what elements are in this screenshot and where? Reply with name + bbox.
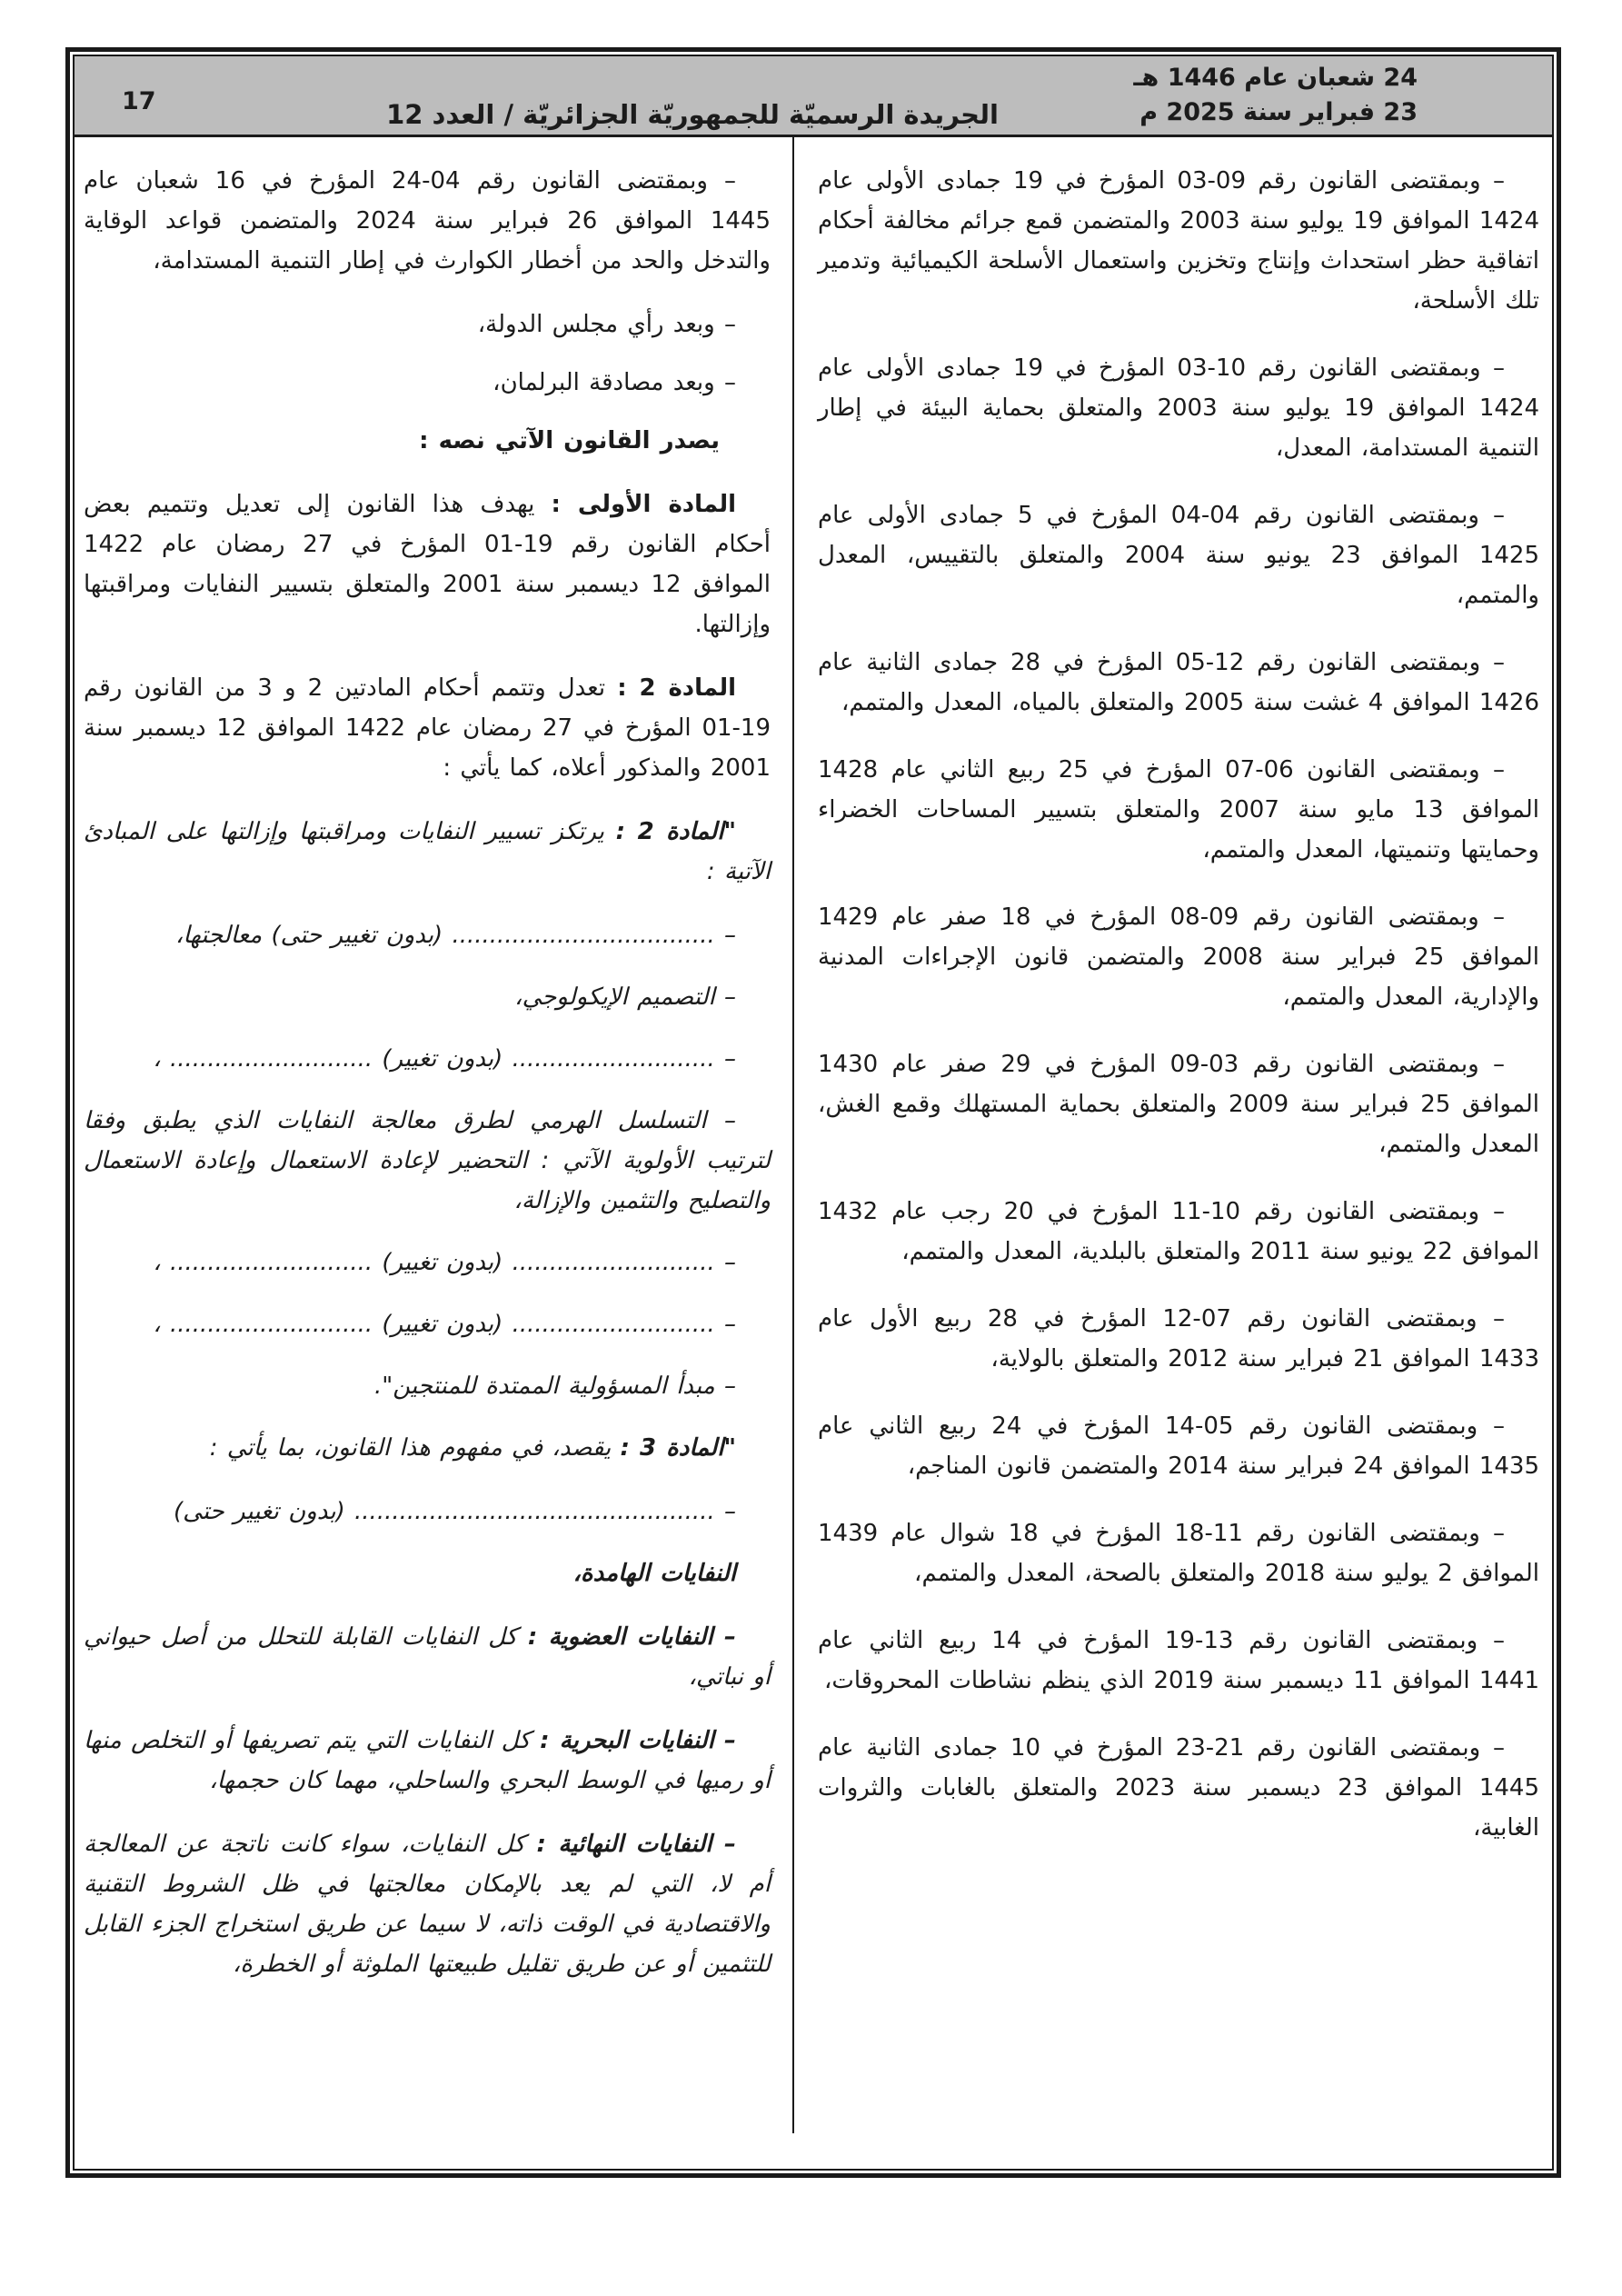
principle-item: – التصميم الإيكولوجي، [514, 983, 736, 1011]
quoted-article-2-text: يرتكز تسيير النفايات ومراقبتها وإزالتها على المبادئ الآتية : [84, 818, 771, 885]
inert-waste-term: النفايات الهامدة، [572, 1560, 736, 1587]
page-number: 17 [122, 87, 156, 115]
law-citation: – وبمقتضى القانون رقم 05-14 المؤرخ في 24 ربيع الثاني عام 1435 الموافق 24 فبراير سنة 2014 والمتضمن قانون المناجم، [818, 1413, 1539, 1480]
article-2-label: المادة 2 : [617, 674, 737, 702]
law-citation: – وبمقتضى القانون رقم 21-23 المؤرخ في 10 جمادى الثانية عام 1445 الموافق 23 ديسمبر سنة 2023 والمتعلق بالغابات والثروات الغابية، [818, 1734, 1539, 1842]
principle-item: – ........................... (بدون تغيير) ........................... ، [153, 1249, 736, 1276]
law-citation: – وبمقتضى القانون رقم 12-05 المؤرخ في 28 جمادى الثانية عام 1426 الموافق 4 غشت سنة 2005 والمتعلق بالمياه، المعدل والمتمم، [818, 649, 1539, 716]
promulgation-heading: يصدر القانون الآتي نصه : [419, 427, 720, 454]
quoted-article-2-label: "المادة 2 : [615, 818, 736, 845]
definition-final-waste [84, 1824, 771, 1984]
article-1-label: المادة الأولى : [551, 491, 736, 518]
council-opinion-line: – وبعد رأي مجلس الدولة، [477, 311, 736, 338]
quoted-article-3 [84, 1428, 771, 1468]
article-2 [84, 668, 771, 788]
article-1-text: يهدف هذا القانون إلى تعديل وتتميم بعض أحكام القانون رقم 19-01 المؤرخ في 27 رمضان عام 1422 الموافق 12 ديسمبر سنة 2001 والمتعلق بتسيير النفايات ومراقبتها وإزالتها. [84, 491, 771, 638]
page-frame-inner [73, 55, 1554, 2171]
quoted-article-3-text: يقصد، في مفهوم هذا القانون، بما يأتي : [209, 1434, 612, 1462]
parliament-approval-line: – وبعد مصادقة البرلمان، [493, 369, 736, 396]
quoted-article-3-label: "المادة 3 : [620, 1434, 736, 1462]
article-2-text: تعدل وتتمم أحكام المادتين 2 و 3 من القانون رقم 19-01 المؤرخ في 27 رمضان عام 1422 الموافق 12 ديسمبر سنة 2001 والمذكور أعلاه، كما يأتي : [84, 674, 771, 782]
law-citation: – وبمقتضى القانون رقم 09-03 المؤرخ في 19 جمادى الأولى عام 1424 الموافق 19 يوليو سنة 2003 والمتضمن قمع جرائم مخالفة أحكام اتفاقية حظر استحداث وإنتاج وتخزين واستعمال الأسلحة الكيميائية وتدمير تلك الأسلحة، [818, 167, 1540, 314]
law-citation: – وبمقتضى القانون رقم 04-04 المؤرخ في 5 جمادى الأولى عام 1425 الموافق 23 يونيو سنة 2004 والمتعلق بالتقييس، المعدل والمتمم، [818, 502, 1539, 609]
principle-item: – ........................... (بدون تغيير) ........................... ، [153, 1045, 736, 1073]
law-citation: – وبمقتضى القانون رقم 13-19 المؤرخ في 14 ربيع الثاني عام 1441 الموافق 11 ديسمبر سنة 2019 الذي ينظم نشاطات المحروقات، [818, 1627, 1539, 1694]
header-dates [1133, 61, 1418, 130]
definition-text: كل النفايات التي يتم تصريفها أو التخلص منها أو رميها في الوسط البحري والساحلي، مهما كان حجمها، [84, 1727, 771, 1794]
definition-marine-waste [84, 1721, 771, 1801]
law-citation: – وبمقتضى القانون رقم 03-09 المؤرخ في 29 صفر عام 1430 الموافق 25 فبراير سنة 2009 والمتعلق بحماية المستهلك وقمع الغش، المعدل والمتمم، [818, 1051, 1540, 1158]
definition-term: – النفايات البحرية : [540, 1727, 736, 1754]
definition-text: كل النفايات، سواء كانت ناتجة عن المعالجة أم لا، التي لم يعد بالإمكان معالجتها في ظل الشروط التقنية والاقتصادية في الوقت ذاته، لا سيما عن طريق استخراج الجزء القابل للتثمين أو عن طريق تقليل طبيعتها الملوثة أو الخطرة، [84, 1831, 771, 1978]
definition-organic-waste [84, 1617, 771, 1697]
definition-term: – النفايات العضوية : [527, 1623, 736, 1651]
principle-item: – ................................... (بدون تغيير حتى) معالجتها، [174, 922, 736, 949]
quoted-article-2 [84, 812, 771, 892]
law-citation: – وبمقتضى القانون رقم 10-11 المؤرخ في 20 رجب عام 1432 الموافق 22 يونيو سنة 2011 والمتعلق بالبلدية، المعدل والمتمم، [818, 1198, 1539, 1265]
hijri-date: 24 شعبان عام 1446 هـ [1133, 64, 1418, 92]
unchanged-until-line: – ................................................ (بدون تغيير حتى) [174, 1498, 736, 1525]
law-citation: – وبمقتضى القانون 06-07 المؤرخ في 25 ربيع الثاني عام 1428 الموافق 13 مايو سنة 2007 والمتعلق بتسيير المساحات الخضراء وحمايتها وتنميتها، المعدل والمتمم، [818, 756, 1539, 863]
principle-item: – التسلسل الهرمي لطرق معالجة النفايات الذي يطبق وفقا لترتيب الأولوية الآتي : التحضير لإعادة الاستعمال وإعادة الاستعمال والتصليح والتثمين والإزالة، [84, 1107, 771, 1214]
header [75, 56, 1552, 137]
law-citation: – وبمقتضى القانون رقم 04-24 المؤرخ في 16 شعبان عام 1445 الموافق 26 فبراير سنة 2024 والمتضمن قواعد الوقاية والتدخل والحد من أخطار الكوارث في إطار التنمية المستدامة، [84, 167, 771, 275]
column-left [84, 161, 771, 1984]
column-divider [792, 137, 794, 2133]
law-citation: – وبمقتضى القانون رقم 11-18 المؤرخ في 18 شوال عام 1439 الموافق 2 يوليو سنة 2018 والمتعلق بالصحة، المعدل والمتمم، [818, 1520, 1539, 1587]
content-area [75, 137, 1552, 2166]
law-citation: – وبمقتضى القانون رقم 07-12 المؤرخ في 28 ربيع الأول عام 1433 الموافق 21 فبراير سنة 2012 والمتعلق بالولاية، [818, 1305, 1539, 1373]
page-frame [65, 47, 1561, 2178]
law-citation: – وبمقتضى القانون رقم 10-03 المؤرخ في 19 جمادى الأولى عام 1424 الموافق 19 يوليو سنة 2003 والمتعلق بحماية البيئة في إطار التنمية المستدامة، المعدل، [818, 354, 1540, 462]
law-citation: – وبمقتضى القانون رقم 09-08 المؤرخ في 18 صفر عام 1429 الموافق 25 فبراير سنة 2008 والمتضمن قانون الإجراءات المدنية والإدارية، المعدل والمتمم، [818, 903, 1539, 1011]
principle-item: – ........................... (بدون تغيير) ........................... ، [153, 1311, 736, 1338]
gregorian-date: 23 فبراير سنة 2025 م [1139, 98, 1418, 126]
article-1 [84, 484, 771, 644]
gazette-title: الجريدة الرسميّة للجمهوريّة الجزائريّة / العدد 12 [386, 99, 999, 130]
definition-term: – النفايات النهائية : [536, 1831, 736, 1858]
principle-item: – مبدأ المسؤولية الممتدة للمنتجين". [374, 1373, 736, 1400]
column-right [818, 161, 1539, 1848]
definition-text: كل النفايات القابلة للتحلل من أصل حيواني أو نباتي، [84, 1623, 771, 1691]
